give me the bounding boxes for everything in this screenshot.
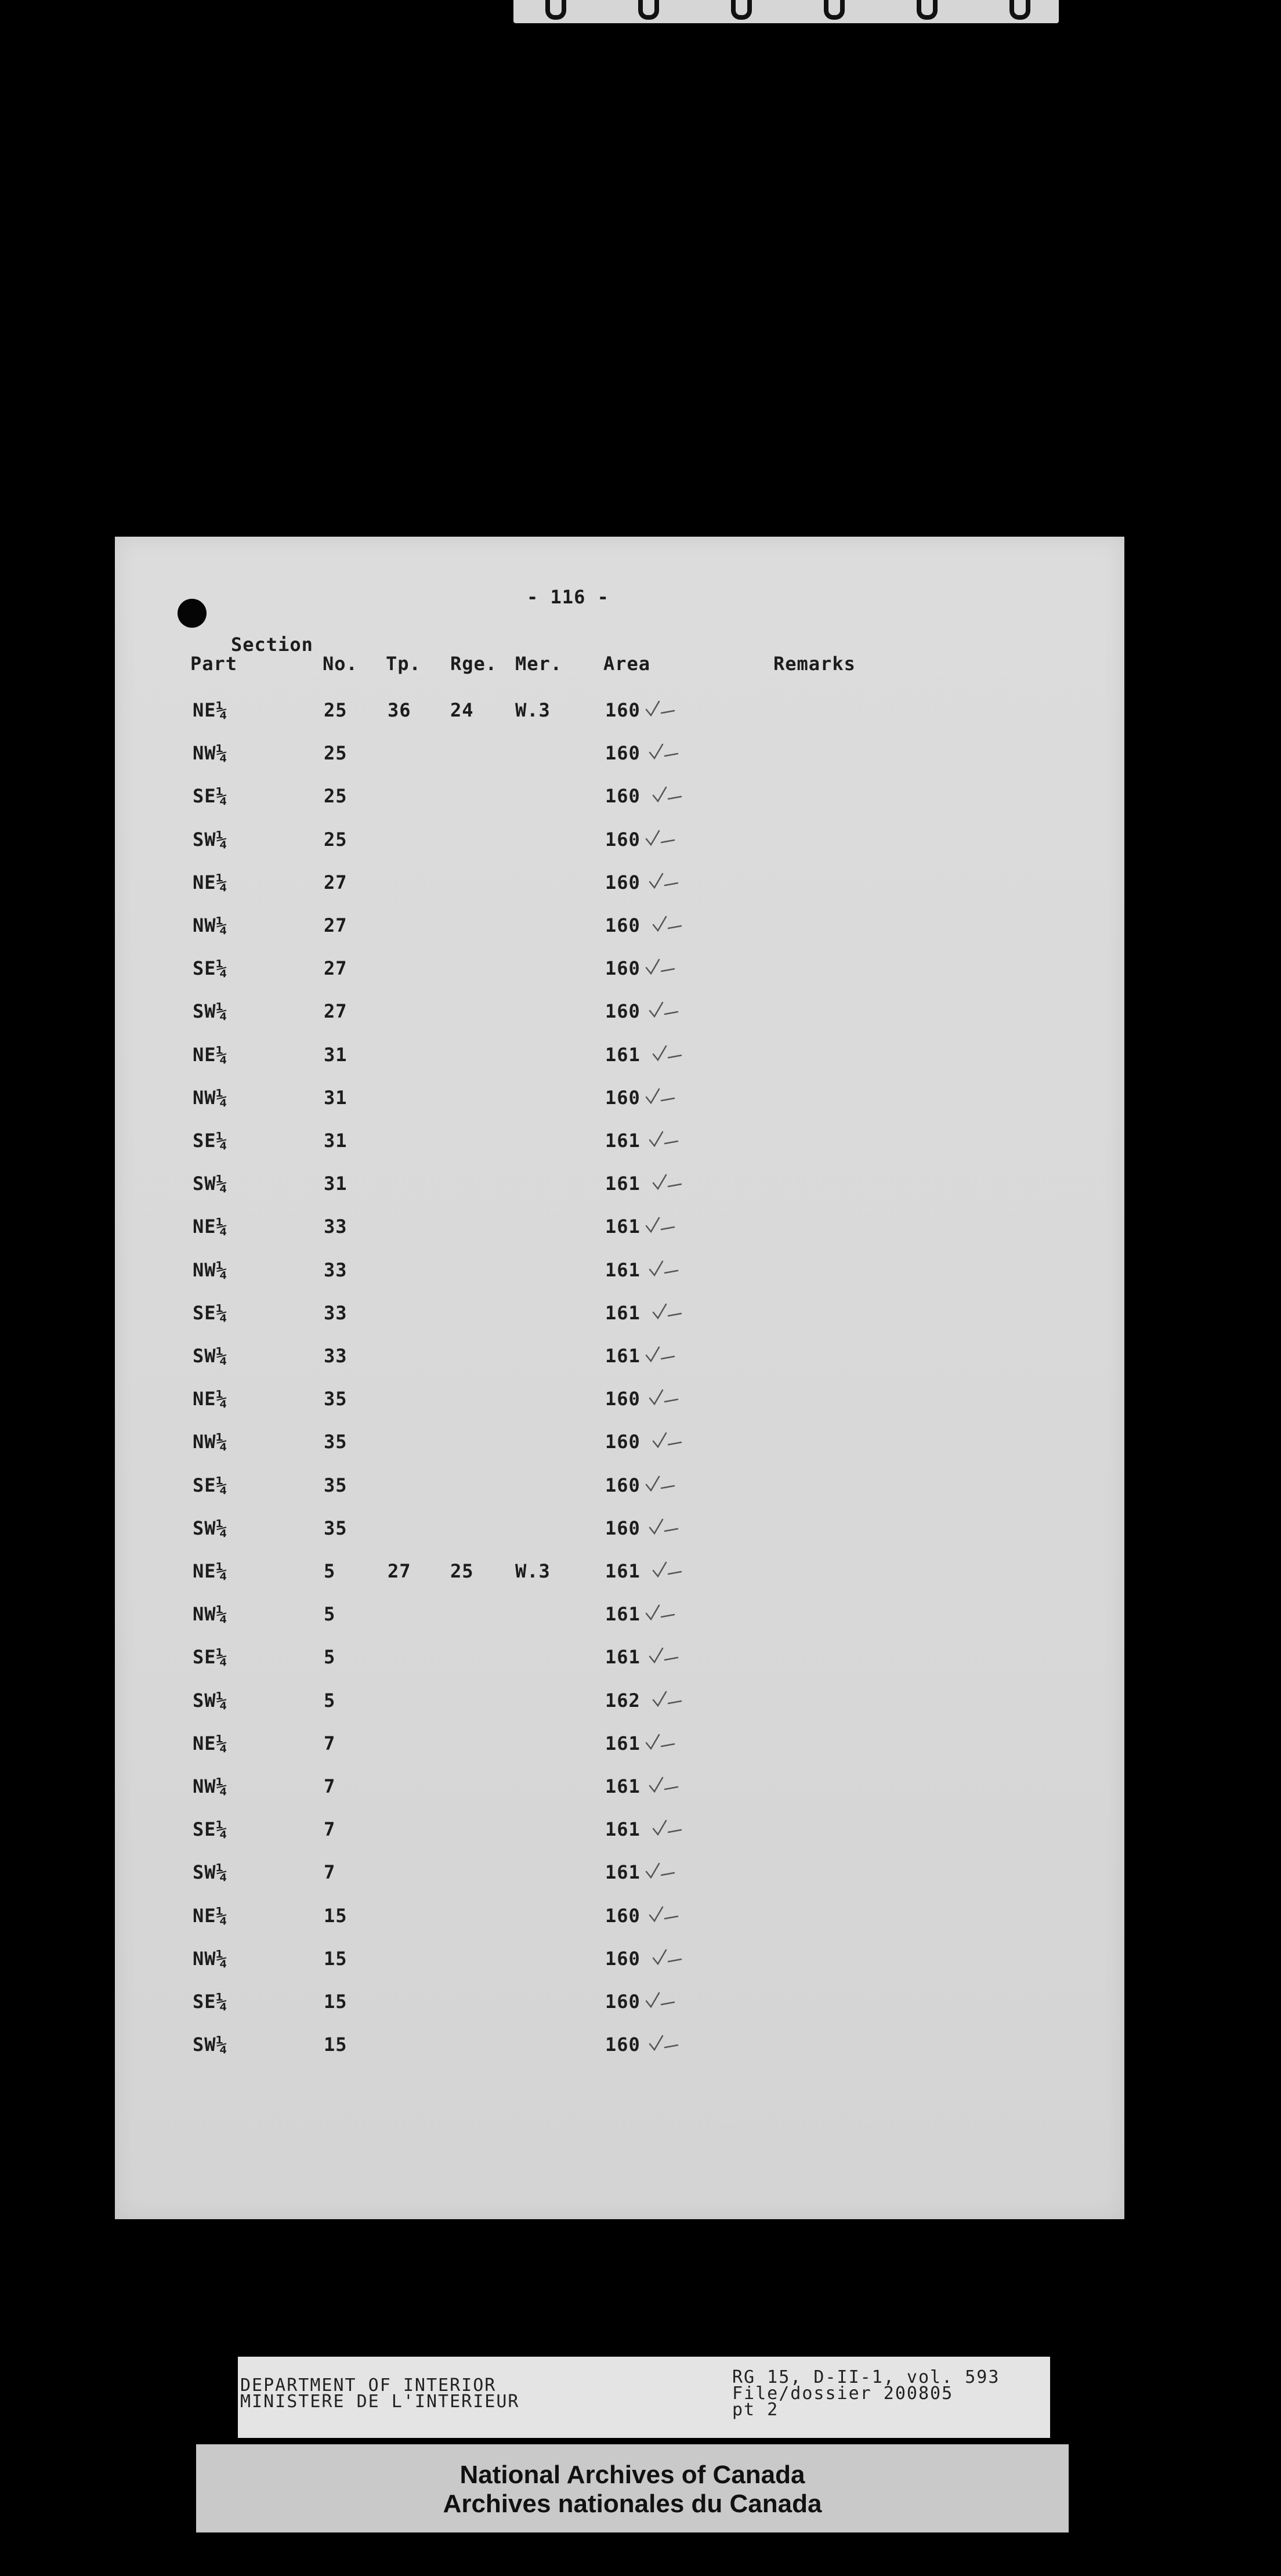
cell-no: 33 (324, 1345, 348, 1367)
cell-part: NW¼ (193, 1947, 228, 1970)
cell-area: 160 (605, 2034, 640, 2056)
cell-no: 15 (324, 1904, 348, 1927)
header-area: Area (603, 653, 651, 675)
cell-no: 7 (324, 1732, 336, 1754)
cell-no: 27 (324, 957, 348, 980)
cell-mer: W.3 (515, 1560, 551, 1582)
cell-part: SE¼ (193, 1818, 228, 1841)
cell-no: 25 (324, 699, 348, 721)
cell-part: SE¼ (193, 1646, 228, 1669)
cell-part: NE¼ (193, 871, 228, 893)
checkmark-icon (644, 1213, 679, 1236)
checkmark-icon (647, 1773, 682, 1796)
cell-area: 161 (605, 1732, 640, 1754)
cell-area: 160 (605, 1086, 640, 1109)
dept-fr: MINISTERE DE L'INTERIEUR (240, 2392, 520, 2412)
cell-part: SW¼ (193, 1861, 228, 1884)
cell-no: 5 (324, 1560, 336, 1582)
archives-banner (196, 2444, 1069, 2532)
table-row (115, 1689, 1124, 1732)
checkmark-icon (647, 2031, 682, 2054)
cell-part: NE¼ (193, 699, 228, 721)
frame-mark-icon (824, 0, 845, 20)
checkmark-icon (651, 783, 686, 806)
table-row (115, 1603, 1124, 1646)
checkmark-icon (651, 1687, 686, 1710)
cell-no: 27 (324, 871, 348, 893)
cell-part: SE¼ (193, 1130, 228, 1152)
cell-no: 25 (324, 742, 348, 765)
cell-area: 160 (605, 957, 640, 980)
checkmark-icon (644, 1988, 679, 2011)
cell-area: 161 (605, 1603, 640, 1626)
table-row (115, 1474, 1124, 1517)
frame-mark-icon (1009, 0, 1030, 20)
document-page (115, 537, 1124, 2219)
cell-no: 7 (324, 1818, 336, 1841)
header-tp: Tp. (386, 653, 421, 675)
cell-area: 161 (605, 1818, 640, 1841)
table-row (115, 1173, 1124, 1215)
cell-area: 161 (605, 1258, 640, 1281)
header-mer: Mer. (515, 653, 563, 675)
cell-mer: W.3 (515, 699, 551, 721)
table-row (115, 1818, 1124, 1861)
checkmark-icon (651, 1170, 686, 1193)
frame-mark-icon (917, 0, 938, 20)
frame-mark-icon (638, 0, 659, 20)
cell-no: 35 (324, 1474, 348, 1496)
checkmark-icon (647, 869, 682, 892)
cell-no: 15 (324, 1947, 348, 1970)
checkmark-icon (644, 826, 679, 849)
checkmark-icon (647, 1257, 682, 1280)
table-row (115, 1517, 1124, 1560)
table-row (115, 1302, 1124, 1345)
cell-part: NW¼ (193, 1086, 228, 1109)
table-row (115, 742, 1124, 785)
cell-area: 160 (605, 1474, 640, 1496)
cell-part: NE¼ (193, 1904, 228, 1927)
cell-area: 161 (605, 1215, 640, 1238)
frame-mark-icon (731, 0, 752, 20)
checkmark-icon (644, 697, 679, 720)
header-no: No. (323, 653, 358, 675)
cell-area: 160 (605, 1000, 640, 1023)
checkmark-icon (644, 1343, 679, 1366)
checkmark-icon (647, 998, 682, 1021)
table-row (115, 1560, 1124, 1603)
checkmark-icon (651, 1558, 686, 1581)
checkmark-icon (647, 1127, 682, 1150)
cell-area: 160 (605, 828, 640, 851)
cell-area: 162 (605, 1689, 640, 1712)
cell-area: 160 (605, 871, 640, 893)
cell-no: 27 (324, 1000, 348, 1023)
table-row (115, 1861, 1124, 1904)
table-row (115, 1948, 1124, 1991)
table-row (115, 828, 1124, 871)
checkmark-icon (644, 1601, 679, 1624)
cell-area: 161 (605, 1301, 640, 1324)
cell-no: 31 (324, 1043, 348, 1066)
cell-no: 27 (324, 914, 348, 936)
cell-part: NE¼ (193, 1560, 228, 1582)
cell-rge: 24 (450, 699, 474, 721)
cell-part: NE¼ (193, 1388, 228, 1410)
cell-part: SE¼ (193, 1301, 228, 1324)
checkmark-icon (651, 1945, 686, 1969)
checkmark-icon (647, 1644, 682, 1667)
cell-part: SE¼ (193, 957, 228, 980)
cell-part: SW¼ (193, 1345, 228, 1367)
header-part: Part (190, 653, 238, 675)
cell-part: NE¼ (193, 1732, 228, 1754)
checkmark-icon (644, 1472, 679, 1495)
cell-no: 15 (324, 1991, 348, 2013)
table-row (115, 871, 1124, 914)
checkmark-icon (647, 1385, 682, 1409)
cell-no: 5 (324, 1689, 336, 1712)
table-row (115, 1388, 1124, 1431)
cell-part: NW¼ (193, 1431, 228, 1453)
cell-area: 160 (605, 1947, 640, 1970)
frame-mark-icon (545, 0, 566, 20)
table-row (115, 1130, 1124, 1173)
cell-no: 7 (324, 1861, 336, 1884)
cell-no: 35 (324, 1388, 348, 1410)
table-row (115, 914, 1124, 957)
header-section: Section (231, 634, 313, 656)
table-row (115, 699, 1124, 742)
punch-hole (178, 599, 207, 628)
checkmark-icon (651, 1041, 686, 1065)
cell-no: 35 (324, 1517, 348, 1539)
cell-part: SW¼ (193, 1000, 228, 1023)
table-row (115, 785, 1124, 828)
table-row (115, 1732, 1124, 1775)
checkmark-icon (647, 1902, 682, 1926)
cell-part: NW¼ (193, 914, 228, 936)
cell-no: 35 (324, 1431, 348, 1453)
cell-no: 31 (324, 1173, 348, 1195)
header-rge: Rge. (450, 653, 498, 675)
table-row (115, 1000, 1124, 1043)
cell-part: SW¼ (193, 2034, 228, 2056)
cell-area: 161 (605, 1173, 640, 1195)
cell-part: NW¼ (193, 1603, 228, 1626)
cell-no: 7 (324, 1775, 336, 1797)
table-row (115, 1646, 1124, 1689)
table-row (115, 1087, 1124, 1130)
cell-no: 25 (324, 785, 348, 808)
cell-no: 25 (324, 828, 348, 851)
cell-no: 31 (324, 1130, 348, 1152)
cell-part: SE¼ (193, 785, 228, 808)
cell-area: 160 (605, 1904, 640, 1927)
cell-area: 160 (605, 1388, 640, 1410)
archives-name-fr: Archives nationales du Canada (443, 2490, 822, 2518)
table-row (115, 1345, 1124, 1388)
cell-rge: 25 (450, 1560, 474, 1582)
cell-area: 160 (605, 1991, 640, 2013)
cell-area: 160 (605, 1517, 640, 1539)
cell-area: 161 (605, 1861, 640, 1884)
microfilm-frame-marker (513, 0, 1059, 23)
cell-part: SW¼ (193, 1517, 228, 1539)
header-remarks: Remarks (773, 653, 856, 675)
checkmark-icon (644, 1730, 679, 1753)
cell-part: SW¼ (193, 1173, 228, 1195)
cell-no: 15 (324, 2034, 348, 2056)
reference-line-1: RG 15, D-II-1, vol. 593 (732, 2367, 1000, 2387)
cell-part: SE¼ (193, 1474, 228, 1496)
table-row (115, 957, 1124, 1000)
cell-part: NW¼ (193, 742, 228, 765)
cell-part: NE¼ (193, 1043, 228, 1066)
checkmark-icon (644, 955, 679, 978)
cell-area: 161 (605, 1560, 640, 1582)
checkmark-icon (647, 740, 682, 763)
table-row (115, 1215, 1124, 1258)
cell-area: 161 (605, 1130, 640, 1152)
cell-area: 160 (605, 1431, 640, 1453)
cell-area: 161 (605, 1646, 640, 1669)
cell-no: 31 (324, 1086, 348, 1109)
checkmark-icon (644, 1859, 679, 1882)
checkmark-icon (651, 1816, 686, 1839)
table-row (115, 1905, 1124, 1948)
department-label (238, 2357, 1050, 2438)
cell-part: NW¼ (193, 1258, 228, 1281)
cell-no: 5 (324, 1646, 336, 1669)
archives-name-en: National Archives of Canada (459, 2461, 805, 2489)
reference-line-2: File/dossier 200805 (732, 2383, 954, 2404)
checkmark-icon (651, 1428, 686, 1452)
dept-en: DEPARTMENT OF INTERIOR (240, 2375, 497, 2396)
cell-no: 33 (324, 1215, 348, 1238)
cell-tp: 36 (388, 699, 411, 721)
cell-no: 5 (324, 1603, 336, 1626)
table-row (115, 1431, 1124, 1474)
cell-area: 161 (605, 1345, 640, 1367)
cell-area: 160 (605, 699, 640, 721)
table-row (115, 1259, 1124, 1302)
cell-part: NW¼ (193, 1775, 228, 1797)
page-number: - 116 - (527, 586, 609, 608)
cell-area: 160 (605, 785, 640, 808)
checkmark-icon (651, 1300, 686, 1323)
cell-part: SW¼ (193, 828, 228, 851)
cell-part: SW¼ (193, 1689, 228, 1712)
cell-tp: 27 (388, 1560, 411, 1582)
cell-no: 33 (324, 1301, 348, 1324)
cell-area: 161 (605, 1775, 640, 1797)
reference-line-3: pt 2 (732, 2400, 779, 2420)
cell-area: 160 (605, 914, 640, 936)
checkmark-icon (647, 1515, 682, 1538)
cell-part: NE¼ (193, 1215, 228, 1238)
table-row (115, 1775, 1124, 1818)
table-row (115, 1044, 1124, 1087)
cell-no: 33 (324, 1258, 348, 1281)
checkmark-icon (651, 912, 686, 935)
checkmark-icon (644, 1084, 679, 1108)
cell-part: SE¼ (193, 1991, 228, 2013)
table-row (115, 1991, 1124, 2034)
table-row (115, 2034, 1124, 2076)
cell-area: 160 (605, 742, 640, 765)
cell-area: 161 (605, 1043, 640, 1066)
